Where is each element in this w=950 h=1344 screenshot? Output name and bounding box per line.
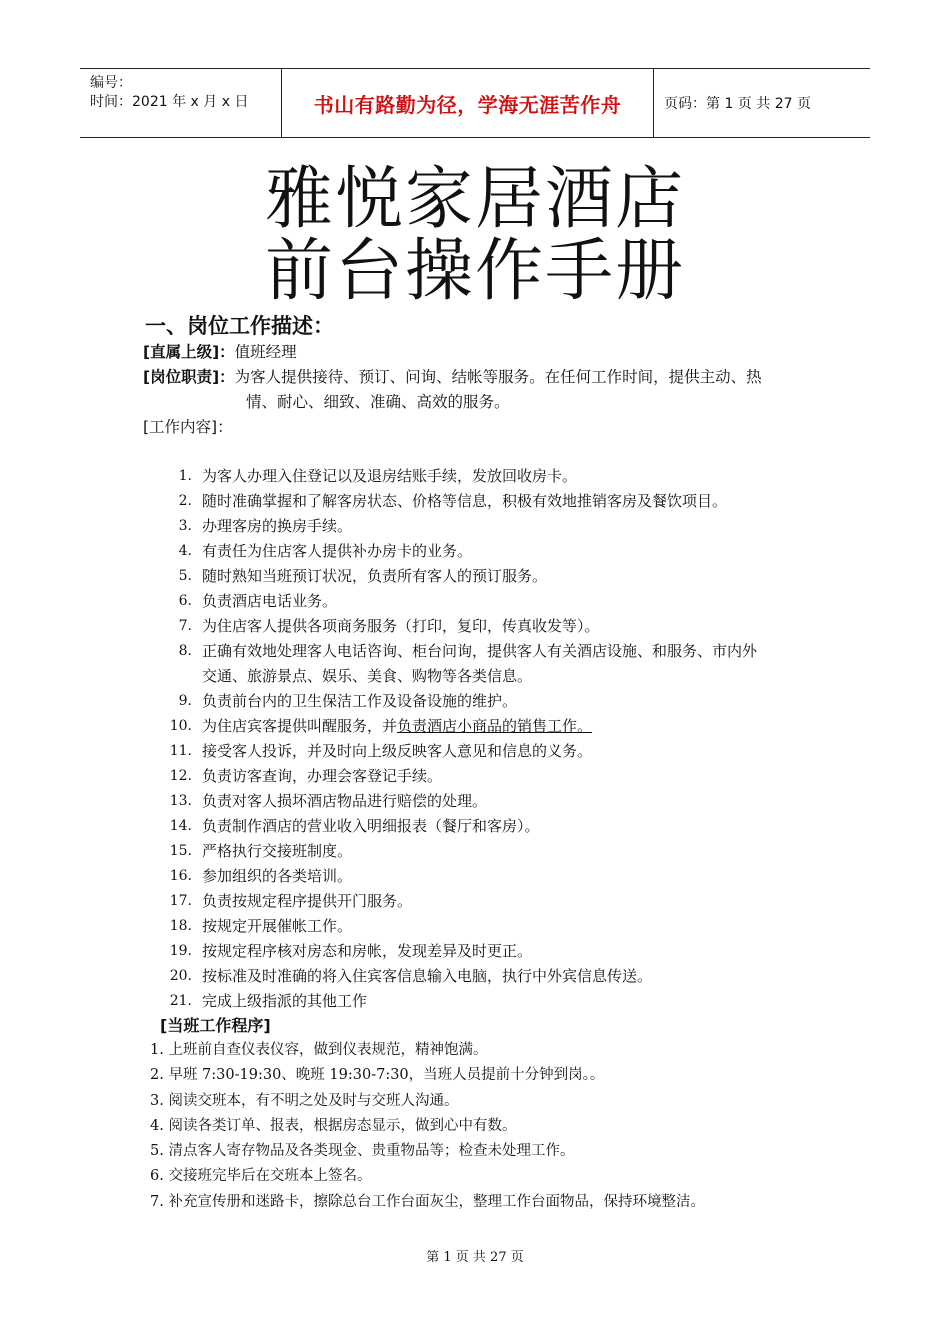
- duty-value-line2: 情、耐心、细致、准确、高效的服务。: [246, 393, 510, 411]
- superior-label: [直属上级]：: [143, 343, 235, 361]
- list-item-text: [202, 864, 835, 889]
- list-item-main-text: 为住店客人提供各项商务服务（打印，复印，传真收发等）。: [202, 617, 600, 635]
- shift-procedure-heading: [当班工作程序]: [160, 1016, 271, 1035]
- list-item-text: [202, 964, 835, 989]
- list-item: [155, 814, 835, 839]
- page-info: 页码：第 1 页 共 27 页: [664, 96, 811, 112]
- list-item-main-text: 按规定程序核对房态和房帐，发现差异及时更正。: [202, 942, 533, 960]
- document-title-line2: 前台操作手册: [264, 232, 685, 311]
- list-item-main-text: 负责制作酒店的营业收入明细报表（餐厅和客房）。: [202, 817, 540, 835]
- list-item-main-text: 为住店宾客提供叫醒服务，并: [202, 717, 398, 735]
- list-item-number: 13.: [169, 793, 192, 809]
- list-item-text: [202, 539, 835, 564]
- list-item-number: 2.: [178, 493, 192, 509]
- list-item: [155, 514, 835, 539]
- list-item-main-text: 完成上级指派的其他工作: [202, 992, 368, 1010]
- list-item: [155, 664, 835, 689]
- superior-value: 值班经理: [234, 343, 297, 361]
- list-item-text: [202, 714, 835, 739]
- list-item: [155, 689, 835, 714]
- list-item-main-text: 按规定开展催帐工作。: [202, 917, 353, 935]
- list-item-text: [202, 639, 835, 664]
- shift-procedure-item: 7. 补充宣传册和迷路卡，擦除总台工作台面灰尘，整理工作台面物品，保持环境整洁。: [150, 1193, 705, 1210]
- list-item-number: 14.: [169, 818, 192, 834]
- shift-procedure-list: [150, 1038, 705, 1215]
- list-item-text: [202, 989, 835, 1014]
- list-item-text: [202, 489, 835, 514]
- list-item-text: [202, 814, 835, 839]
- list-item-main-text: 负责酒店电话业务。: [202, 592, 338, 610]
- list-item-text: [202, 689, 835, 714]
- list-item-text: [202, 464, 835, 489]
- list-item-main-text: 参加组织的各类培训。: [202, 867, 353, 885]
- list-item-number: 18.: [169, 918, 192, 934]
- page-footer: 第 1 页 共 27 页: [426, 1250, 524, 1265]
- shift-procedure-item: 2. 早班 7:30-19:30、晚班 19:30-7:30，当班人员提前十分钟到岗。。: [150, 1067, 605, 1084]
- list-item: [155, 789, 835, 814]
- list-item-text: [202, 664, 835, 689]
- list-item-main-text: 按标准及时准确的将入住宾客信息输入电脑，执行中外宾信息传送。: [202, 967, 653, 985]
- list-item-main-text: 接受客人投诉，并及时向上级反映客人意见和信息的义务。: [202, 742, 593, 760]
- list-item-main-text: 负责前台内的卫生保洁工作及设备设施的维护。: [202, 692, 518, 710]
- work-content-list: [155, 464, 835, 1014]
- list-item: [155, 889, 835, 914]
- list-item-number: 17.: [169, 893, 192, 909]
- list-item: [155, 964, 835, 989]
- list-item-number: 12.: [169, 768, 192, 784]
- list-item-main-text: 正确有效地处理客人电话咨询、柜台问询，提供客人有关酒店设施、和服务、市内外: [202, 642, 758, 660]
- header-page-cell: [654, 69, 870, 137]
- list-item-number: 10.: [169, 718, 192, 734]
- shift-procedure-item: 3. 阅读交班本，有不明之处及时与交班人沟通。: [150, 1092, 459, 1109]
- list-item-number: 8.: [178, 643, 192, 659]
- list-item: [155, 939, 835, 964]
- list-item-text: [202, 939, 835, 964]
- list-item-text: [202, 739, 835, 764]
- duty-label: [岗位职责]：: [143, 368, 235, 386]
- list-item: [155, 989, 835, 1014]
- list-item: [155, 539, 835, 564]
- list-item-text: [202, 914, 835, 939]
- list-item: [155, 739, 835, 764]
- list-item-number: [155, 664, 202, 689]
- list-item-number: 6.: [178, 593, 192, 609]
- list-item-number: 4.: [178, 543, 192, 559]
- list-item-number: 7.: [178, 618, 192, 634]
- shift-procedure-item: 1. 上班前自查仪表仪容，做到仪表规范，精神饱满。: [150, 1042, 488, 1058]
- list-item: [155, 639, 835, 664]
- work-content-label: [工作内容]：: [143, 418, 233, 436]
- document-date: 时间：2021 年 x 月 x 日: [90, 94, 249, 110]
- list-item-number: 9.: [178, 693, 192, 709]
- list-item-text: [202, 514, 835, 539]
- list-item-main-text: 负责访客查询，办理会客登记手续。: [202, 767, 443, 785]
- list-item-main-text: 随时准确掌握和了解客房状态、价格等信息，积极有效地推销客房及餐饮项目。: [202, 492, 728, 510]
- list-item: [155, 714, 835, 739]
- shift-procedure-item: 6. 交接班完毕后在交班本上签名。: [150, 1168, 372, 1185]
- list-item-text: [202, 614, 835, 639]
- document-title-line1: 雅悦家居酒店: [264, 160, 685, 239]
- list-item: [155, 914, 835, 939]
- document-number: 编号：: [90, 75, 132, 91]
- duty-value-line1: 为客人提供接待、预订、问询、结帐等服务。在任何工作时间，提供主动、热: [234, 368, 762, 386]
- motto-text: 书山有路勤为径，学海无涯苦作舟: [313, 92, 622, 117]
- shift-procedure-item: 4. 阅读各类订单、报表，根据房态显示，做到心中有数。: [150, 1117, 517, 1134]
- list-item: [155, 464, 835, 489]
- list-item-number: 1.: [178, 468, 192, 484]
- list-item: [155, 764, 835, 789]
- list-item-main-text: 交通、旅游景点、娱乐、美食、购物等各类信息。: [202, 667, 533, 685]
- list-item: [155, 564, 835, 589]
- shift-procedure-item: 5. 清点客人寄存物品及各类现金、贵重物品等；检查未处理工作。: [150, 1143, 575, 1160]
- list-item-text: [202, 764, 835, 789]
- list-item-number: 3.: [178, 518, 192, 534]
- superior-row: [143, 340, 297, 364]
- list-item-main-text: 负责对客人损坏酒店物品进行赔偿的处理。: [202, 792, 488, 810]
- list-item-text: [202, 564, 835, 589]
- list-item-text: [202, 889, 835, 914]
- list-item-number: 11.: [169, 743, 192, 759]
- list-item-main-text: 为客人办理入住登记以及退房结账手续，发放回收房卡。: [202, 467, 578, 485]
- header-table: [80, 68, 870, 138]
- list-item-underlined-text: 负责酒店小商品的销售工作。: [397, 717, 593, 735]
- list-item-number: 15.: [169, 843, 192, 859]
- list-item-main-text: 严格执行交接班制度。: [202, 842, 353, 860]
- list-item-text: [202, 789, 835, 814]
- list-item-number: 20.: [169, 968, 192, 984]
- list-item: [155, 839, 835, 864]
- list-item-number: 19.: [169, 943, 192, 959]
- duty-row: [143, 365, 762, 389]
- list-item-number: 5.: [178, 568, 192, 584]
- list-item-text: [202, 839, 835, 864]
- list-item-main-text: 有责任为住店客人提供补办房卡的业务。: [202, 542, 473, 560]
- list-item-main-text: 办理客房的换房手续。: [202, 517, 353, 535]
- list-item: [155, 489, 835, 514]
- list-item-main-text: 随时熟知当班预订状况，负责所有客人的预订服务。: [202, 567, 548, 585]
- list-item-number: 16.: [169, 868, 192, 884]
- list-item-number: 21.: [169, 993, 192, 1009]
- section-heading: 一、岗位工作描述：: [145, 314, 334, 338]
- header-meta-cell: [80, 69, 282, 137]
- list-item-text: [202, 589, 835, 614]
- list-item-main-text: 负责按规定程序提供开门服务。: [202, 892, 413, 910]
- list-item: [155, 864, 835, 889]
- list-item: [155, 589, 835, 614]
- header-motto-cell: [282, 69, 654, 137]
- list-item: [155, 614, 835, 639]
